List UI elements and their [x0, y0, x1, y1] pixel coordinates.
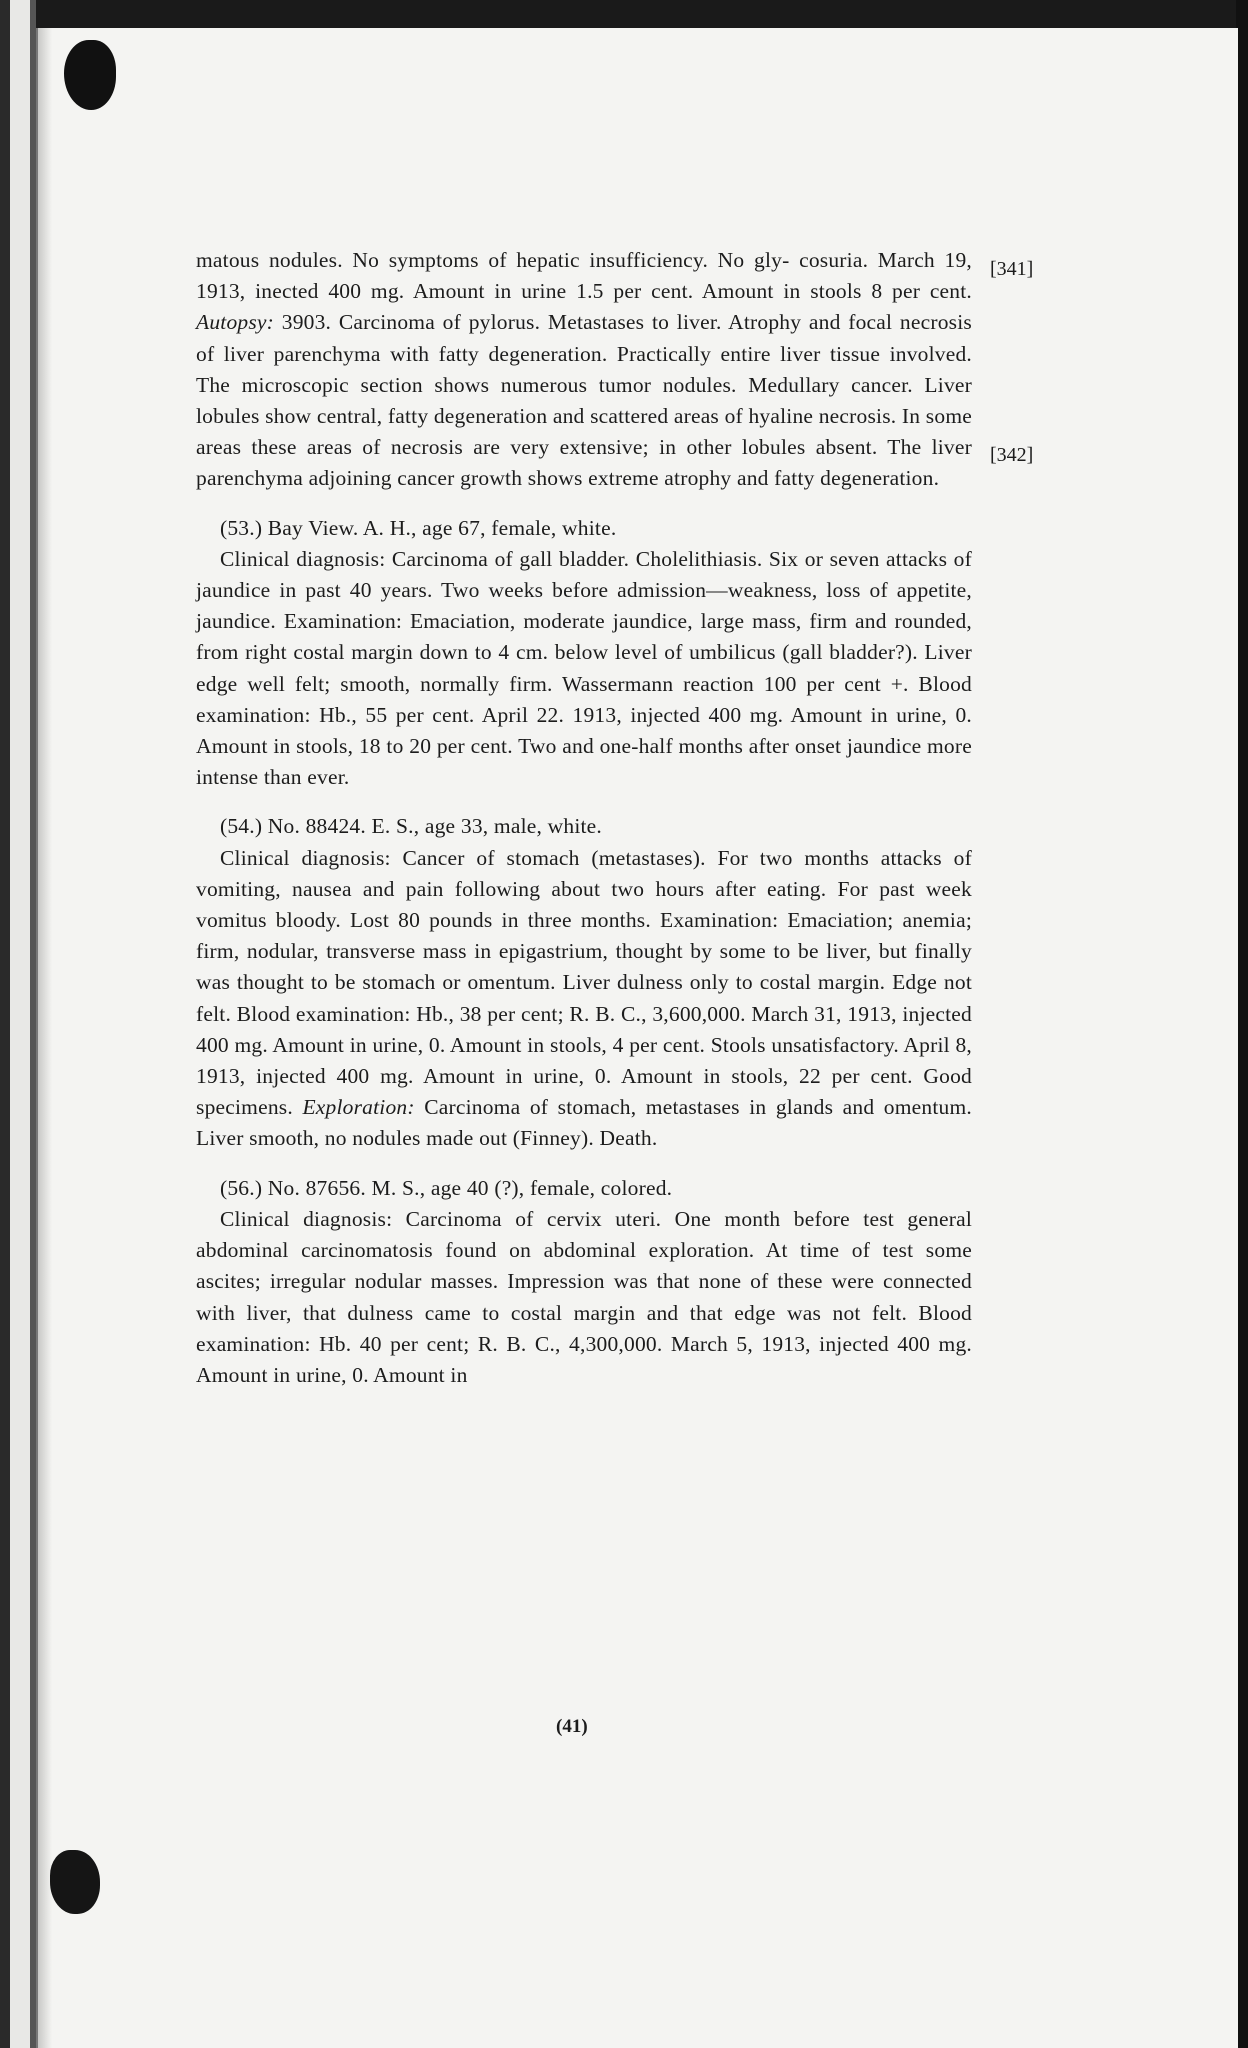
exploration-label: Exploration: — [302, 1095, 415, 1120]
case-53-heading: (53.) Bay View. A. H., age 67, female, white. — [220, 515, 617, 540]
body-text — [196, 245, 972, 1391]
text-run: Carcinoma of stomach, metastases in glands and omentum. Liver smooth, no nodules made out (Finney). Death. — [196, 1095, 972, 1151]
page-gutter-shadow — [38, 28, 52, 2048]
margin-note-342: [342] — [990, 444, 1034, 466]
case-54-body — [196, 843, 972, 1155]
case-56-heading: (56.) No. 87656. M. S., age 40 (?), female, colored. — [220, 1175, 673, 1200]
text-run: matous nodules. No symptoms of hepatic insufficiency. No gly- — [196, 248, 790, 272]
page-number: (41) — [556, 1716, 588, 1737]
punch-hole-bottom — [50, 1850, 100, 1914]
text-run: cent. Amount in stools 8 per cent. — [651, 279, 973, 304]
case-56-body: Clinical diagnosis: Carcinoma of cervix uteri. One month before test general abdominal carcinomatosis found on abdominal exploration. At time of test some ascites; irregular nodular masses. Impression was that none of these were connected with liver, that dulness came to costal margin and that edge was not felt. Blood examination: Hb. 40 per cent; R. B. C., 4,300,000. March 5, 1913, injected 400 mg. Amount in urine, 0. Amount in — [196, 1206, 972, 1387]
scan-binding-edge — [0, 0, 36, 2048]
case-53-body: Clinical diagnosis: Carcinoma of gall bladder. Cholelithiasis. Six or seven attacks of jaundice in past 40 years. Two weeks before admission—weakness, loss of appetite, jaundice. Examination: Emaciation, moderate jaundice, large mass, firm and rounded, from right costal margin down to 4 cm. below level of umbilicus (gall bladder?). Liver edge well felt; smooth, normally firm. Wassermann reaction 100 per cent +. Blood examination: Hb., 55 per cent. April 22. 1913, injected 400 mg. Amount in urine, 0. Amount in stools, 18 to 20 per cent. Two and one-half months after onset jaundice more intense than ever. — [196, 546, 972, 790]
paragraph-continuation — [196, 245, 972, 495]
text-run: cosuria. March 19, 1913, inected 400 mg. Amount in urine 1.5 per — [196, 248, 972, 304]
margin-note-341: [341] — [990, 258, 1034, 280]
text-run: 3903. Carcinoma of pylorus. Metastases to liver. Atrophy and focal necrosis of liver parenchyma with fatty degeneration. Practically entire liver tissue involved. The microscopic section shows numerous tumor nodules. Medullary cancer. Liver lobules show central, fatty degeneration and scattered areas of hyaline necrosis. In some areas these areas of necrosis are very extensive; in other lobules absent. The liver parenchyma adjoining cancer growth shows extreme atrophy and fatty degeneration. — [196, 310, 972, 491]
autopsy-label: Autopsy: — [196, 310, 275, 335]
case-54-heading: (54.) No. 88424. E. S., age 33, male, white. — [220, 814, 602, 839]
text-run: Clinical diagnosis: Cancer of stomach (metastases). For two months attacks of vomiting, nausea and pain following about two hours after eating. For past week vomitus bloody. Lost 80 pounds in three months. Examination: Emaciation; anemia; firm, nodular, transverse mass in epigastrium, thought by some to be liver, but finally was thought to be stomach or omentum. Liver dulness only to costal margin. Edge not felt. Blood examination: Hb., 38 per cent; R. B. C., 3,600,000. March 31, 1913, injected 400 mg. Amount in urine, 0. Amount in stools, 4 per cent. Stools unsatisfactory. April 8, 1913, injected 400 mg. Amount in urine, 0. Amount in stools, 22 per cent. Good specimens. — [196, 845, 972, 1120]
punch-hole-top — [64, 40, 116, 110]
